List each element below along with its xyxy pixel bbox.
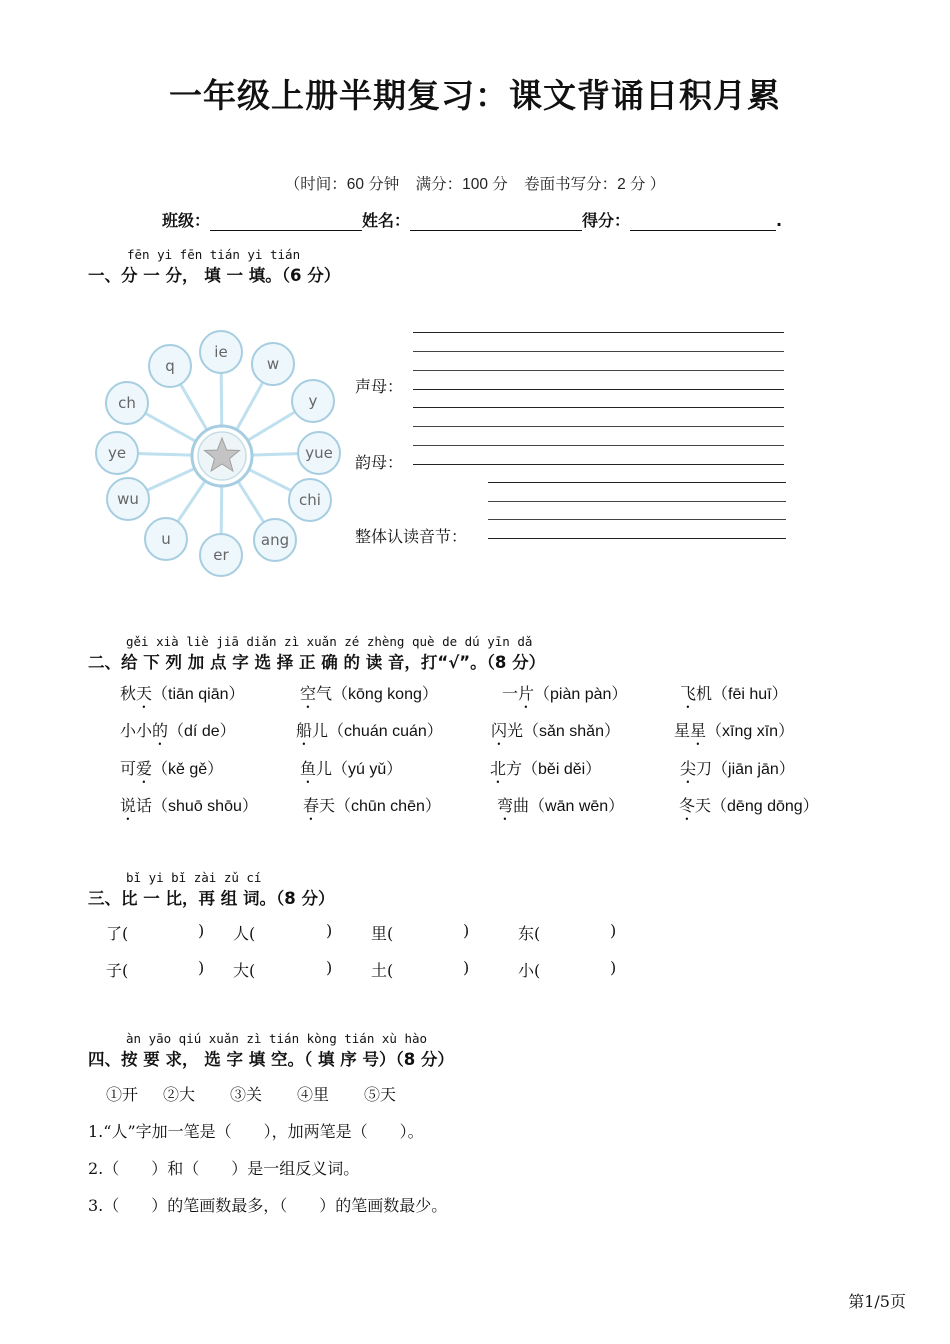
choice-item: 船儿（chuán cuán） <box>296 721 443 740</box>
wheel-label: u <box>161 530 171 548</box>
student-info <box>162 208 782 231</box>
name-label: 姓名： <box>362 211 411 230</box>
question-2[interactable]: 2.（ ）和（ ）是一组反义词。 <box>88 1159 360 1178</box>
writing-line[interactable] <box>413 332 784 333</box>
option-item: ①开 <box>106 1085 139 1104</box>
option-item: ④里 <box>297 1085 330 1104</box>
option-item: ③关 <box>230 1085 263 1104</box>
choice-item: 闪光（sǎn shǎn） <box>491 721 620 740</box>
s1-pinyin: fēn yi fēn tián yi tián <box>127 247 301 262</box>
word-slot[interactable]: 里( <box>371 924 394 943</box>
s2-pinyin: gěi xià liè jiā diǎn zì xuǎn zé zhèng què de dú yīn dǎ <box>126 634 533 649</box>
word-slot[interactable]: 土( <box>371 961 394 980</box>
choice-item: 飞机（fēi huī） <box>680 684 788 703</box>
choice-item: 春天（chūn chēn） <box>303 796 441 815</box>
choice-item: 可爱（kě gě） <box>120 759 224 778</box>
s4-pinyin: àn yāo qiú xuǎn zì tián kòng tián xù hào <box>126 1031 428 1046</box>
info-end: . <box>776 211 783 230</box>
page-number: 第1/5页 <box>848 1292 906 1311</box>
word-slot[interactable]: 大( <box>233 961 256 980</box>
exam-full-score: 满分：100 分 <box>415 176 508 193</box>
writing-line[interactable] <box>488 519 786 520</box>
wheel-label: ang <box>260 531 290 549</box>
choice-item: 小小的（dí de） <box>120 721 236 740</box>
wheel-label: er <box>213 546 229 564</box>
question-1[interactable]: 1.“人”字加一笔是（ ），加两笔是（ ）。 <box>88 1122 424 1141</box>
choice-item: 北方（běi děi） <box>490 759 602 778</box>
class-label: 班级： <box>162 211 211 230</box>
writing-line[interactable] <box>413 407 784 408</box>
yunmu-label: 韵母： <box>355 453 404 472</box>
exam-writing-score: 卷面书写分：2 分 ） <box>524 176 666 193</box>
wheel-label: wu <box>117 490 139 508</box>
choice-item: 星星（xīng xīn） <box>674 721 795 740</box>
wheel-label: ie <box>214 343 228 361</box>
s4-heading: 四、按 要 求， 选 字 填 空。（ 填 序 号）（8 分） <box>88 1050 454 1069</box>
s3-pinyin: bǐ yi bǐ zài zǔ cí <box>126 870 262 885</box>
choice-item: 尖刀（jiān jān） <box>680 759 795 778</box>
writing-line[interactable] <box>488 538 786 539</box>
writing-line[interactable] <box>488 482 786 483</box>
wheel-label: y <box>308 392 318 410</box>
exam-meta <box>0 172 950 194</box>
wheel-label: ch <box>118 394 136 412</box>
wheel-label: ye <box>107 444 127 462</box>
page-title: 一年级上册半期复习：课文背诵日积月累 <box>169 76 781 115</box>
writing-line[interactable] <box>488 501 786 502</box>
word-slot[interactable]: 小( <box>518 961 541 980</box>
name-blank[interactable] <box>410 212 582 231</box>
choice-item: 鱼儿（yú yǔ） <box>300 759 403 778</box>
question-3[interactable]: 3.（ ）的笔画数最多，（ ）的笔画数最少。 <box>88 1196 448 1215</box>
choice-item: 一片（piàn pàn） <box>502 684 628 703</box>
zhengti-label: 整体认读音节： <box>355 527 468 546</box>
choice-item: 空气（kōng kong） <box>300 684 438 703</box>
choice-item: 说话（shuō shōu） <box>120 796 258 815</box>
shengmu-label: 声母： <box>355 377 404 396</box>
pinyin-wheel <box>90 322 350 587</box>
wheel-label: yue <box>305 444 333 462</box>
s3-heading: 三、比 一 比，再 组 词。（8 分） <box>88 889 335 908</box>
writing-line[interactable] <box>413 426 784 427</box>
writing-line[interactable] <box>413 389 784 390</box>
word-slot[interactable]: 了( <box>106 924 129 943</box>
writing-line[interactable] <box>413 445 784 446</box>
writing-line[interactable] <box>413 351 784 352</box>
choice-item: 弯曲（wān wēn） <box>497 796 625 815</box>
score-blank[interactable] <box>630 212 776 231</box>
wheel-label: chi <box>299 491 321 509</box>
option-item: ②大 <box>163 1085 196 1104</box>
word-slot[interactable]: 人( <box>233 924 256 943</box>
s1-heading: 一、分 一 分， 填 一 填。（6 分） <box>88 266 341 285</box>
wheel-label: w <box>266 355 280 373</box>
writing-line[interactable] <box>413 464 784 465</box>
choice-item: 秋天（tiān qiān） <box>120 684 245 703</box>
writing-line[interactable] <box>413 370 784 371</box>
class-blank[interactable] <box>210 212 362 231</box>
word-slot[interactable]: 东( <box>518 924 541 943</box>
wheel-label: q <box>165 357 175 375</box>
choice-item: 冬天（dēng dōng） <box>679 796 819 815</box>
s2-heading: 二、给 下 列 加 点 字 选 择 正 确 的 读 音，打“√”。（8 分） <box>88 653 546 672</box>
exam-time: （时间：60 分钟 <box>284 176 400 193</box>
word-slot[interactable]: 子( <box>106 961 129 980</box>
option-item: ⑤天 <box>364 1085 397 1104</box>
score-label: 得分： <box>582 211 631 230</box>
